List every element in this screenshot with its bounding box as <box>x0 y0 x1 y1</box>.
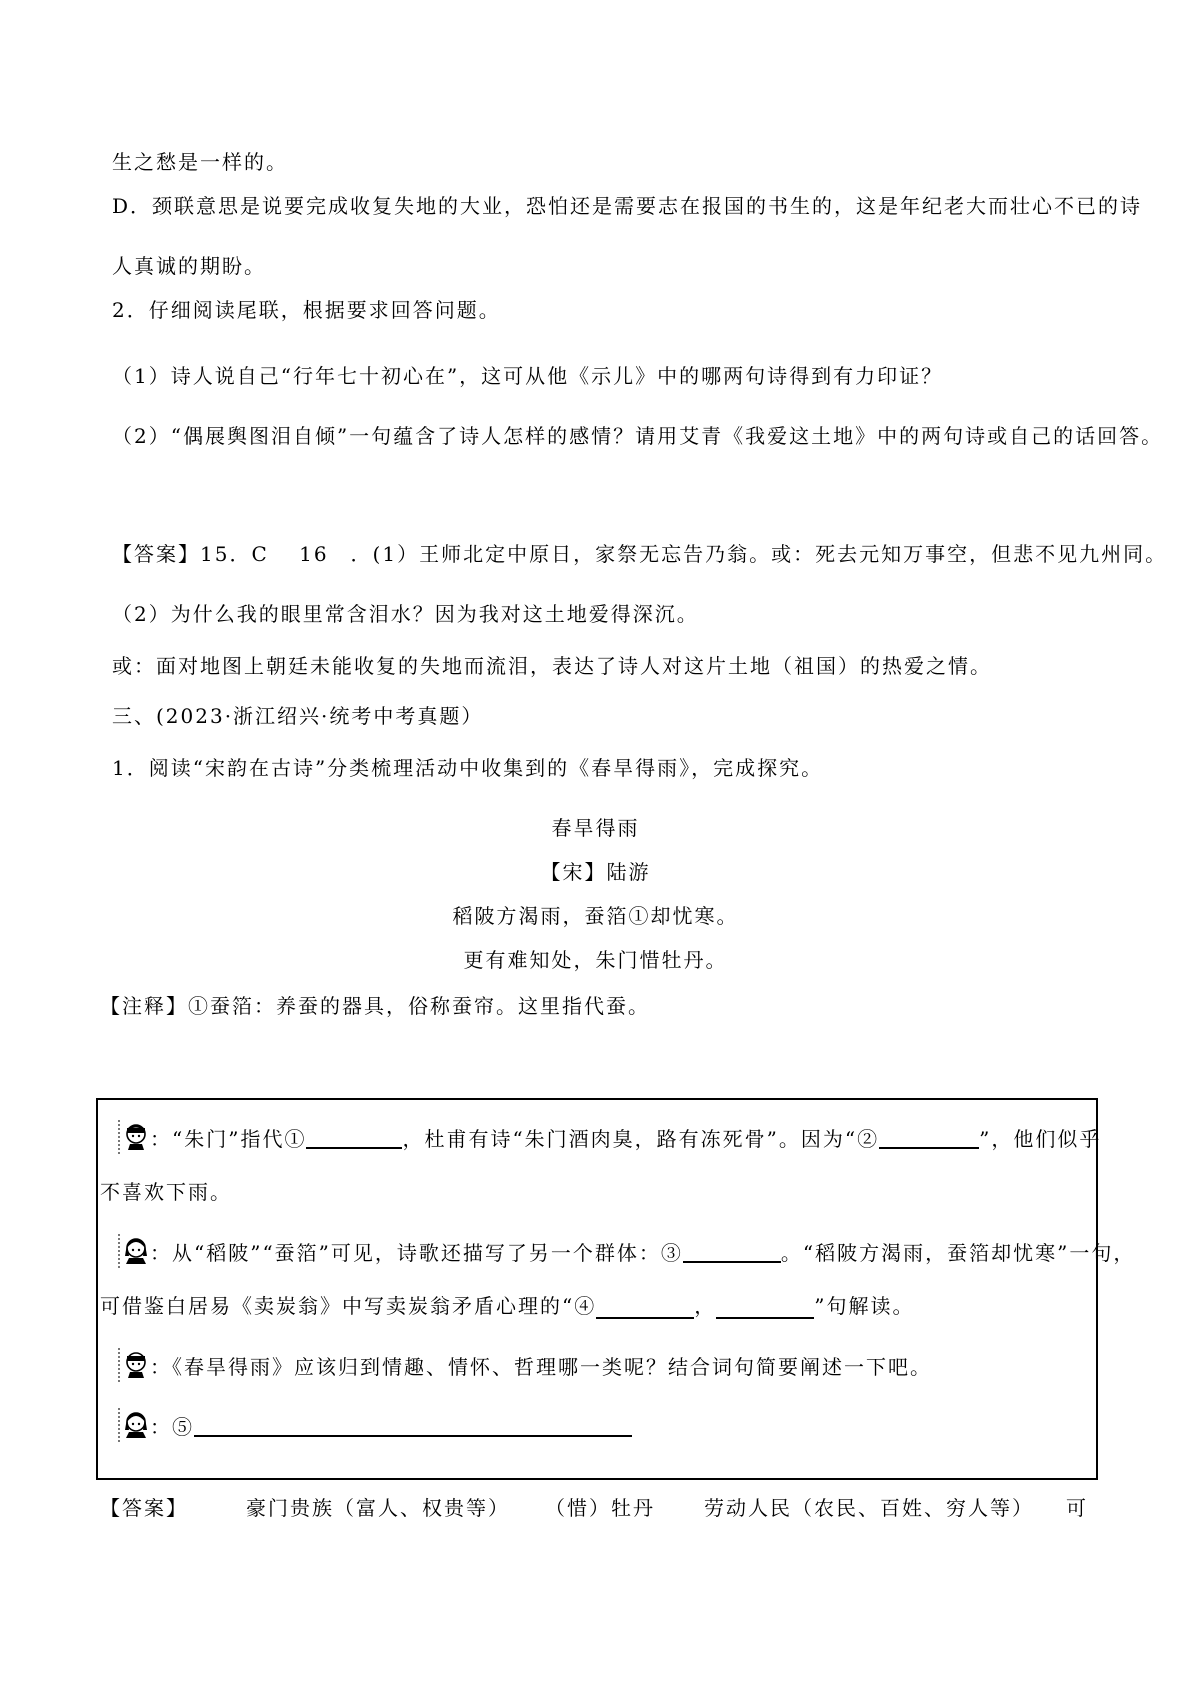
dialog-turn <box>118 1350 932 1380</box>
dialog-text: ：⑤ <box>150 1414 194 1439</box>
poem-title: 春旱得雨 <box>551 816 640 840</box>
dialog-text: 不喜欢下雨。 <box>100 1180 232 1204</box>
dialog-turn <box>118 1410 632 1440</box>
blank-1[interactable] <box>306 1125 402 1149</box>
blank-4a[interactable] <box>596 1295 694 1319</box>
answer-line: 或：面对地图上朝廷未能收复的失地而流泪，表达了诗人对这片土地（祖国）的热爱之情。 <box>112 654 992 678</box>
dialog-text: 可借鉴白居易《卖炭翁》中写卖炭翁矛盾心理的“④ <box>100 1294 597 1318</box>
dialog-text <box>100 1290 914 1319</box>
text-line: 人真诚的期盼。 <box>112 254 266 278</box>
question-2-2: （2）“偶展舆图泪自倾”一句蕴含了诗人怎样的感情？请用艾青《我爱这土地》中的两句诗或自己的话回答。 <box>112 424 1164 448</box>
answer-item: （惜）牡丹 <box>545 1496 655 1520</box>
answer-label: 【答案】 <box>100 1496 188 1520</box>
dialog-text: ，杜甫有诗“朱门酒肉臭，路有冻死骨”。因为“② <box>402 1126 880 1151</box>
boy-avatar-icon <box>118 1122 148 1152</box>
dialog-text: ：“朱门”指代① <box>150 1126 307 1151</box>
text-line: 生之愁是一样的。 <box>112 150 288 174</box>
poem-line: 稻陂方渴雨，蚕箔①却忧寒。 <box>452 904 739 928</box>
dialog-text: ”，他们似乎 <box>979 1126 1102 1151</box>
girl-avatar-icon <box>118 1236 148 1266</box>
blank-2[interactable] <box>879 1125 979 1149</box>
dialog-turn <box>118 1122 1101 1152</box>
blank-3[interactable] <box>683 1239 781 1263</box>
blank-4b[interactable] <box>716 1295 814 1319</box>
poem-line: 更有难知处，朱门惜牡丹。 <box>463 948 728 972</box>
question-2: 2．仔细阅读尾联，根据要求回答问题。 <box>112 298 501 322</box>
dialog-text: ：从“稻陂”“蚕箔”可见，诗歌还描写了另一个群体：③ <box>150 1240 683 1265</box>
option-d: D．颈联意思是说要完成收复失地的大业，恐怕还是需要志在报国的书生的，这是年纪老大而壮心不已的诗 <box>112 194 1143 218</box>
answer-item: 劳动人民（农民、百姓、穷人等） <box>704 1496 1034 1520</box>
boy-avatar-icon <box>118 1350 148 1380</box>
answer-item: 可 <box>1066 1496 1088 1520</box>
answer-line: 【答案】15．C 16 ．(1）王师北定中原日，家祭无忘告乃翁。或：死去元知万事空，但悲不见九州同。 <box>112 542 1168 566</box>
poem-note: 【注释】①蚕箔：养蚕的器具，俗称蚕帘。这里指代蚕。 <box>100 994 650 1018</box>
blank-5[interactable] <box>194 1413 632 1437</box>
poem-author: 【宋】陆游 <box>540 860 651 884</box>
question-2-1: （1）诗人说自己“行年七十初心在”，这可从他《示儿》中的哪两句诗得到有力印证？ <box>112 364 944 388</box>
section-heading: 三、(2023·浙江绍兴·统考中考真题） <box>112 704 484 728</box>
dialog-turn <box>118 1236 1135 1266</box>
answer-item: 豪门贵族（富人、权贵等） <box>246 1496 510 1520</box>
girl-avatar-icon <box>118 1410 148 1440</box>
dialog-text: ：《春旱得雨》应该归到情趣、情怀、哲理哪一类呢？结合词句简要阐述一下吧。 <box>150 1354 932 1379</box>
dialog-text: ”句解读。 <box>814 1294 915 1318</box>
question-1: 1．阅读“宋韵在古诗”分类梳理活动中收集到的《春旱得雨》，完成探究。 <box>112 756 824 780</box>
dialog-text: ， <box>694 1294 717 1318</box>
answer-line: （2）为什么我的眼里常含泪水？因为我对这土地爱得深沉。 <box>112 602 699 626</box>
dialog-text: 。“稻陂方渴雨，蚕箔却忧寒”一句， <box>780 1240 1136 1265</box>
